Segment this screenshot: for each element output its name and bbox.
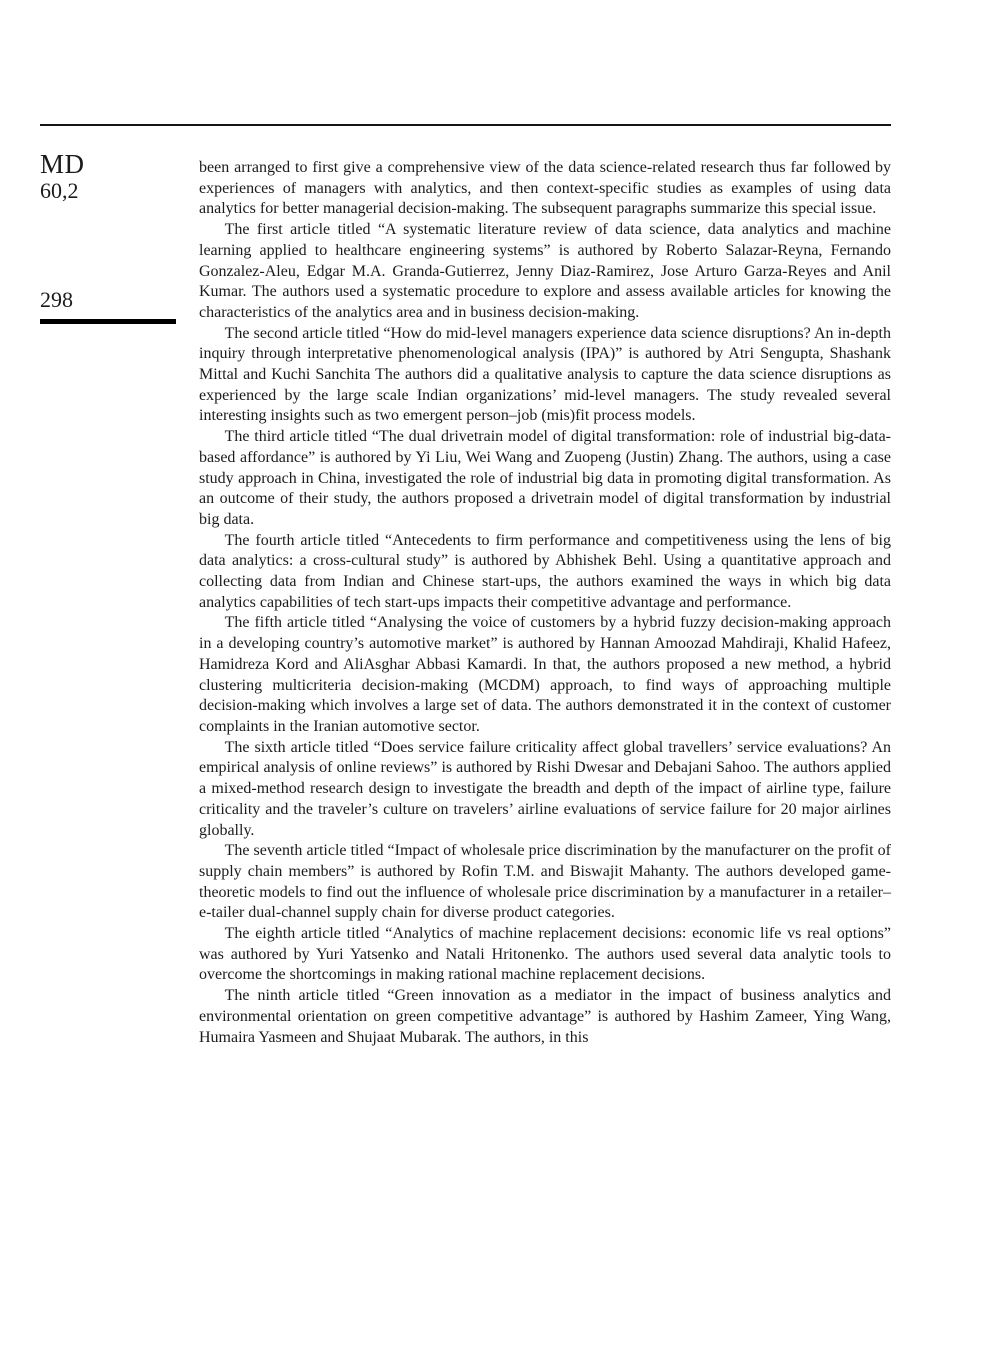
paragraph: The second article titled “How do mid-level managers experience data science disruptions? An in-depth inquiry through interpretative phenomenological analysis (IPA)” is authored by Atri Sengupta, Shashank Mittal and Kuchi Sanchita The authors did a qualitative analysis to capture the data science disruptions as experienced by the large scale Indian organizations’ mid-level managers. The study revealed several interesting insights such as two emergent person–job (mis)fit process models.	[199, 324, 891, 425]
article-body	[199, 158, 891, 1048]
margin-column	[40, 150, 190, 205]
paragraph: The fourth article titled “Antecedents to firm performance and competitiveness using the lens of big data analytics: a cross-cultural study” is authored by Abhishek Behl. Using a quantitative approach and collecting data from Indian and Chinese start-ups, the authors examined the ways in which big data analytics capabilities of tech start-ups impacts their competitive advantage and performance.	[199, 531, 891, 611]
page-number: 298	[40, 287, 73, 312]
paragraph: The first article titled “A systematic literature review of data science, data analytics and machine learning applied to healthcare engineering systems” is authored by Roberto Salazar-Reyna, Fernando Gonzalez-Aleu, Edgar M.A. Granda-Gutierrez, Jenny Diaz-Ramirez, Jose Arturo Garza-Reyes and Anil Kumar. The authors used a systematic procedure to explore and assess available articles for knowing the characteristics of the analytics area and in business decision-making.	[199, 221, 891, 321]
page-number-block	[40, 288, 176, 324]
paragraph: The third article titled “The dual drivetrain model of digital transformation: role of industrial big-data-based affordance” is authored by Yi Liu, Wei Wang and Zuopeng (Justin) Zhang. The authors, using a case study approach in China, investigated the role of industrial big data in promoting digital transformation. As an outcome of their study, the authors proposed a drivetrain model of digital transformation by industrial big data.	[199, 428, 891, 528]
top-rule	[40, 124, 891, 126]
paragraph: The seventh article titled “Impact of wholesale price discrimination by the manufacturer on the profit of supply chain members” is authored by Rofin T.M. and Biswajit Mahanty. The authors developed game-theoretic models to find out the influence of wholesale price discrimination by a manufacturer in a retailer–e-tailer dual-channel supply chain for diverse product categories.	[199, 842, 891, 922]
paragraph: The sixth article titled “Does service failure criticality affect global travellers’ service evaluations? An empirical analysis of online reviews” is authored by Rishi Dwesar and Debajani Sahoo. The authors applied a mixed-method research design to investigate the breadth and depth of the impact of airline type, failure criticality and the traveler’s culture on travelers’ airline evaluations of service failure for 20 major airlines globally.	[199, 738, 891, 839]
journal-abbreviation: MD	[40, 149, 85, 179]
paragraph: The fifth article titled “Analysing the voice of customers by a hybrid fuzzy decision-making approach in a developing country’s automotive market” is authored by Hannan Amoozad Mahdiraji, Khalid Hafeez, Hamidreza Kord and AliAsghar Abbasi Kamardi. In that, the authors proposed a new method, a hybrid clustering multicriteria decision-making (MCDM) approach, to find ways of approaching multiple decision-making which involves a large set of data. The authors demonstrated it in the context of customer complaints in the Iranian automotive sector.	[199, 614, 891, 735]
paragraph: been arranged to first give a comprehensive view of the data science-related research thus far followed by experiences of managers with analytics, and then context-specific studies as examples of using data analytics for better managerial decision-making. The subsequent paragraphs summarize this special issue.	[199, 159, 891, 218]
page-number-rule	[40, 319, 176, 324]
paragraph: The ninth article titled “Green innovation as a mediator in the impact of business analytics and environmental orientation on green competitive advantage” is authored by Hashim Zameer, Ying Wang, Humaira Yasmeen and Shujaat Mubarak. The authors, in this	[199, 987, 891, 1046]
journal-volume-issue: 60,2	[40, 178, 79, 204]
paragraph: The eighth article titled “Analytics of machine replacement decisions: economic life vs real options” was authored by Yuri Yatsenko and Natali Hritonenko. The authors used several data analytic tools to overcome the shortcomings in making rational machine replacement decisions.	[199, 925, 891, 984]
